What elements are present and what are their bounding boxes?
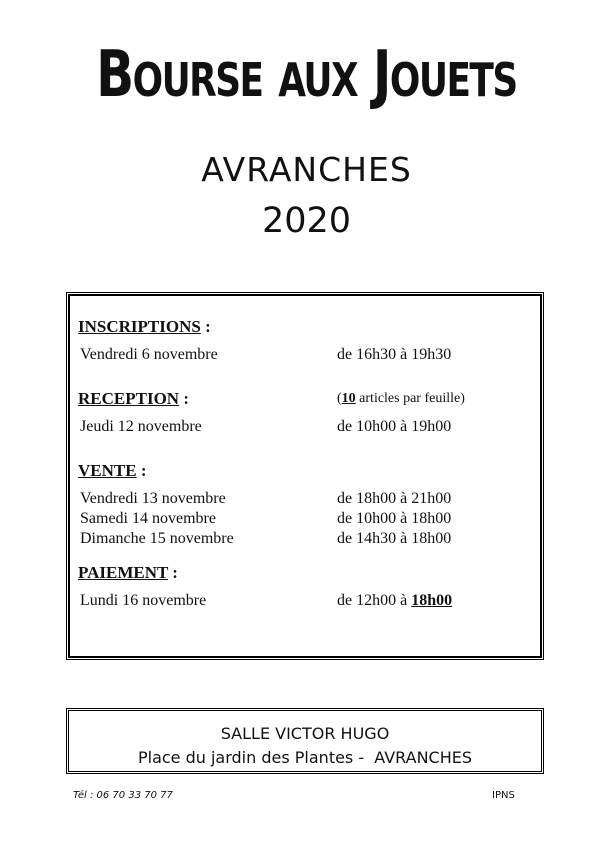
section-heading-inscriptions: INSCRIPTIONS : [78, 317, 211, 336]
schedule-row [78, 509, 533, 529]
schedule-time: de 14h30 à 18h00 [337, 530, 452, 547]
schedule-day: Dimanche 15 novembre [80, 530, 234, 547]
schedule-day: Jeudi 12 novembre [80, 418, 202, 435]
schedule-time: de 12h00 à 18h00 [337, 592, 453, 609]
poster-title: BOURSE AUX JOUETS [96, 38, 517, 112]
schedule-time: de 10h00 à 18h00 [337, 510, 452, 527]
year-heading: 2020 [261, 201, 352, 241]
schedule-row [78, 591, 533, 611]
schedule-day: Vendredi 13 novembre [80, 490, 226, 507]
ipns-mark: IPNS [492, 790, 515, 801]
schedule-time: de 18h00 à 21h00 [337, 490, 452, 507]
schedule-row [78, 417, 533, 437]
section-heading-paiement: PAIEMENT : [78, 563, 178, 582]
city-heading: AVRANCHES [201, 150, 412, 189]
schedule-time: de 10h00 à 19h00 [337, 418, 452, 435]
section-heading-reception: RECEPTION : (10 articles par feuille) [78, 389, 465, 408]
schedule-day: Samedi 14 novembre [80, 510, 216, 527]
schedule-row [78, 529, 533, 549]
schedule-day: Vendredi 6 novembre [80, 346, 218, 363]
schedule-time: de 16h30 à 19h30 [337, 346, 452, 363]
phone-number: Tél : 06 70 33 70 77 [73, 790, 173, 801]
venue-address: Place du jardin des Plantes - AVRANCHES [137, 748, 473, 767]
schedule-box [66, 292, 544, 660]
section-heading-vente: VENTE : [78, 461, 147, 480]
venue-name: SALLE VICTOR HUGO [220, 724, 390, 743]
schedule-row [78, 489, 533, 509]
venue-box [66, 708, 544, 774]
schedule-day: Lundi 16 novembre [80, 592, 207, 609]
closing-time-emphasis: 18h00 [411, 592, 453, 609]
reception-note: (10 articles par feuille) [337, 391, 465, 406]
schedule-row [78, 345, 533, 365]
